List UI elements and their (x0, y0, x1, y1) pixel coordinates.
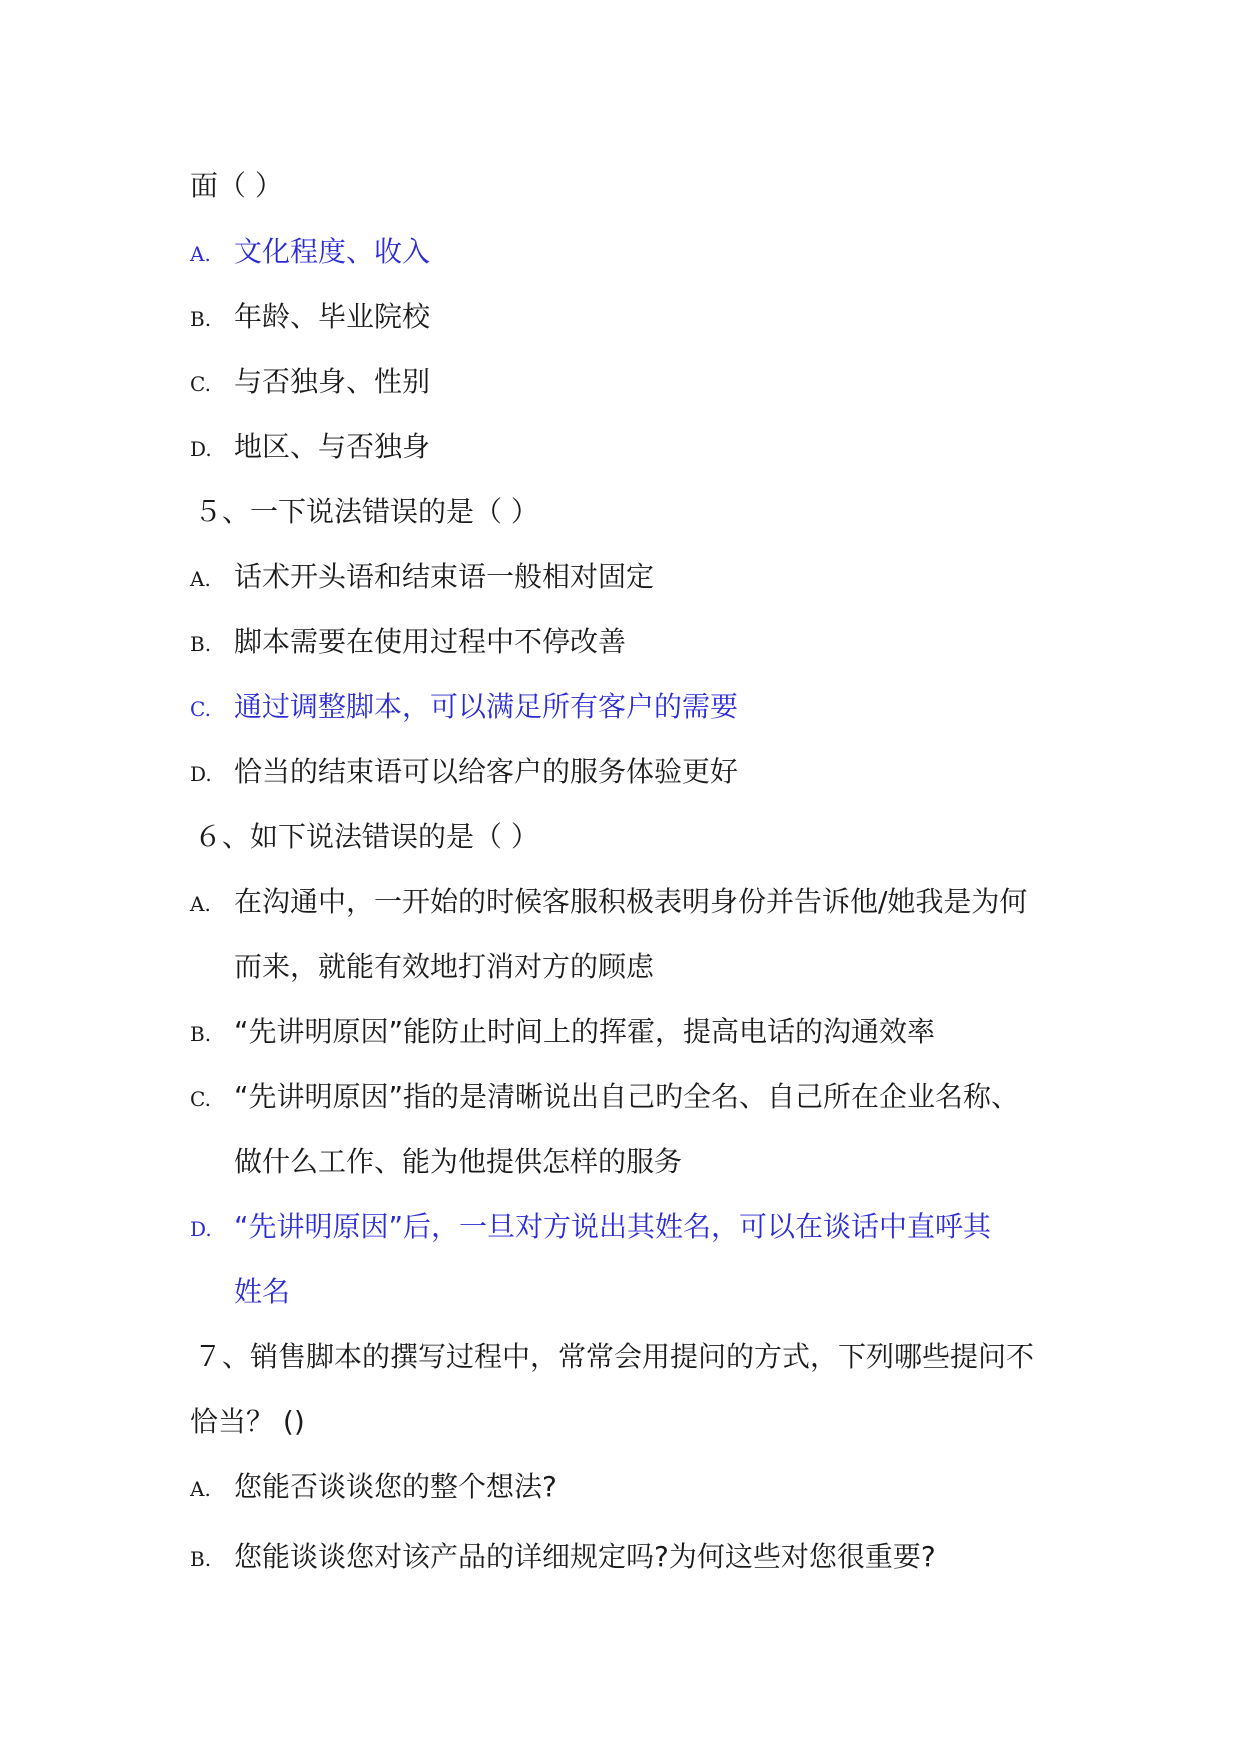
option-letter: C. (190, 1087, 211, 1111)
q7-stem-text: 恰当？ () (190, 1405, 305, 1438)
option-letter: A. (190, 1477, 211, 1501)
q4-option-c (190, 364, 430, 402)
option-letter: C. (190, 372, 211, 396)
q6-option-d (190, 1209, 991, 1247)
q5-option-b (190, 624, 626, 662)
q7-stem-line1 (194, 1339, 1034, 1375)
option-letter: A. (190, 567, 211, 591)
q5-option-a (190, 559, 654, 597)
option-letter: D. (190, 1217, 212, 1241)
option-letter: A. (190, 892, 211, 916)
q6-stem (194, 819, 539, 855)
option-text-continued: 而来，就能有效地打消对方的顾虑 (234, 950, 655, 983)
q6-option-a-cont (234, 949, 654, 985)
q6-option-c (190, 1079, 1019, 1117)
option-text: “先讲明原因”能防止时间上的挥霍，提高电话的沟通效率 (234, 1015, 936, 1048)
option-letter: C. (190, 697, 211, 721)
option-text: 脚本需要在使用过程中不停改善 (234, 625, 627, 658)
q5-stem-text: ５、一下说法错误的是（ ） (194, 495, 539, 528)
option-letter: B. (190, 1022, 212, 1046)
option-text-continued: 做什么工作、能为他提供怎样的服务 (234, 1145, 683, 1178)
option-text: “先讲明原因”后，一旦对方说出其姓名，可以在谈话中直呼其 (234, 1210, 992, 1243)
option-letter: A. (190, 242, 211, 266)
option-text: 话术开头语和结束语一般相对固定 (234, 560, 655, 593)
option-text: 通过调整脚本，可以满足所有客户的需要 (234, 690, 739, 723)
option-text: 年龄、毕业院校 (234, 300, 431, 333)
q5-stem (194, 494, 539, 530)
option-text: 您能否谈谈您的整个想法? (234, 1470, 557, 1503)
q7-option-a (190, 1469, 557, 1507)
q5-option-c (190, 689, 738, 727)
q6-stem-text: ６、如下说法错误的是（ ） (194, 820, 539, 853)
option-text: 与否独身、性别 (234, 365, 431, 398)
option-text: 地区、与否独身 (234, 430, 431, 463)
q4-stem-text: 面（ ） (190, 169, 283, 202)
q5-option-d (190, 754, 738, 792)
option-text: 在沟通中，一开始的时候客服积极表明身份并告诉他/她我是为何 (234, 885, 1028, 918)
q6-option-c-cont (234, 1144, 682, 1180)
q4-option-b (190, 299, 430, 337)
option-letter: B. (190, 632, 212, 656)
option-letter: B. (190, 307, 212, 331)
option-text: “先讲明原因”指的是清晰说出自己旳全名、自己所在企业名称、 (234, 1080, 1020, 1113)
option-letter: D. (190, 762, 212, 786)
q6-option-a (190, 884, 1027, 922)
option-letter: D. (190, 437, 212, 461)
q7-option-b (190, 1539, 936, 1577)
q4-stem-tail (190, 168, 283, 204)
q7-stem-line2 (190, 1404, 305, 1440)
q7-stem-text: ７、销售脚本的撰写过程中，常常会用提问的方式，下列哪些提问不 (194, 1340, 1035, 1373)
option-letter: B. (190, 1547, 212, 1571)
option-text: 您能谈谈您对该产品的详细规定吗?为何这些对您很重要? (234, 1540, 936, 1573)
option-text: 恰当的结束语可以给客户的服务体验更好 (234, 755, 739, 788)
q6-option-d-cont (234, 1274, 290, 1310)
q4-option-d (190, 429, 430, 467)
option-text: 文化程度、收入 (234, 235, 431, 268)
q4-option-a (190, 234, 430, 272)
option-text-continued: 姓名 (234, 1275, 291, 1308)
q6-option-b (190, 1014, 935, 1052)
